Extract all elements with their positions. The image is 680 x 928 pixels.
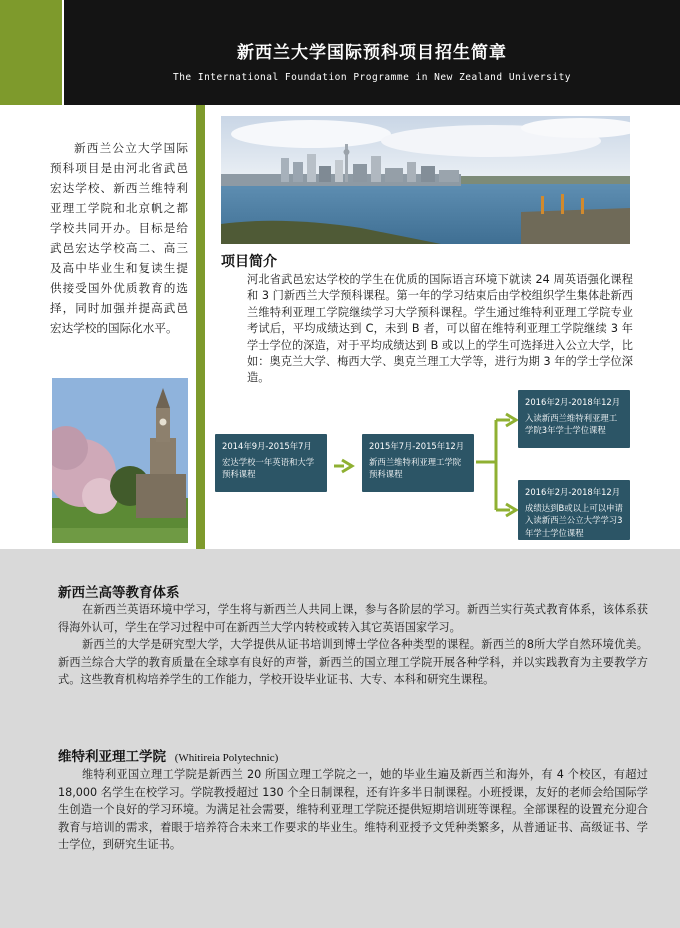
flow-step-1-desc: 宏达学校一年英语和大学预科课程 bbox=[222, 456, 315, 479]
flow-step-2-date: 2015年7月-2015年12月 bbox=[369, 441, 465, 451]
flow-step-3b bbox=[518, 480, 630, 540]
page-subtitle: The International Foundation Programme in New Zealand University bbox=[172, 72, 572, 83]
flow-step-3a-date: 2016年2月-2018年12月 bbox=[525, 397, 621, 407]
whitireia-heading-cn: 维特利亚理工学院 bbox=[58, 749, 166, 765]
nz-education-paragraph-1: 在新西兰英语环境中学习，学生将与新西兰人共同上课，参与各阶层的学习。新西兰实行英式教育体系，该体系获得海外认可，学生在学习过程中可在新西兰大学内转校或转入其它英语国家学习。 bbox=[58, 603, 648, 634]
whitireia-text bbox=[58, 766, 648, 854]
nz-education-text bbox=[58, 601, 648, 689]
page-title: 新西兰大学国际预科项目招生简章 bbox=[237, 43, 507, 63]
flow-step-1 bbox=[215, 434, 327, 492]
flow-step-3a bbox=[518, 390, 630, 448]
whitireia-paragraph: 维特利亚国立理工学院是新西兰 20 所国立理工学院之一，她的毕业生遍及新西兰和海外，有 4 个校区，有超过 18,000 名学生在校学习。学院教授超过 130 个全日制课程，还有许多半日制课程。小班授课，友好的老师会给国际学生创造一个良好的学习环境。为满足社会需要，维特利亚理工学院还提供短期培训班等课程。全部课程的设置充分迎合教育与培训的需求，着眼于培养符合未来工作要求的毕业生。维特利亚授予文凭种类繁多，从普通证书、高级证书、学士学位，到研究生证书。 bbox=[58, 768, 648, 851]
flow-step-3b-date: 2016年2月-2018年12月 bbox=[525, 487, 621, 497]
intro-paragraph: 新西兰公立大学国际预科项目是由河北省武邑宏达学校、新西兰维特利亚理工学院和北京帆之都学校共同开办。目标是给武邑宏达学校高二、高三及高中毕业生和复读生提供接受国外优质教育的选择，同时加强并提高武邑宏达学校的国际化水平。 bbox=[50, 141, 188, 335]
flow-step-3b-desc: 成绩达到B或以上可以申请入读新西兰公立大学学习3年学士学位课程 bbox=[525, 502, 623, 538]
whitireia-heading-en: (Whitireia Polytechnic) bbox=[174, 752, 279, 764]
nz-education-paragraph-2: 新西兰的大学是研究型大学，大学提供从证书培训到博士学位各种类型的课程。新西兰的8所大学自然环境优美。新西兰综合大学的教育质量在全球享有良好的声誉，新西兰的国立理工学院开展各种学科，并以实践教育为主要教学方式。这些教育机构培养学生的工作能力，学校开设毕业证书、大专、本科和研究生课程。 bbox=[58, 638, 648, 686]
flow-step-2 bbox=[362, 434, 474, 492]
flow-step-3a-desc: 入读新西兰维特利亚理工学院3年学士学位课程 bbox=[525, 412, 618, 435]
flow-step-2-desc: 新西兰维特利亚理工学院预科课程 bbox=[369, 456, 462, 479]
flow-step-1-date: 2014年9月-2015年7月 bbox=[222, 441, 312, 451]
whitireia-heading bbox=[58, 745, 278, 765]
project-heading: 项目简介 bbox=[221, 254, 277, 270]
project-paragraph: 河北省武邑宏达学校的学生在优质的国际语言环境下就读 24 周英语强化课程和 3 门新西兰大学预科课程。第一年的学习结束后由学校组织学生集体赴新西兰维特利亚理工学院继续学习大学预科课程。学生通过维特利亚理工学院专业考试后，平均成绩达到 C，未到 B 者，可以留在维特利亚理工学院继续 3 年学士学位的深造，对于平均成绩达到 B 或以上的学生可选择进入公立大学，比如：奥克兰大学、梅西大学、奥克兰理工大学等，进行为期 3 年的学士学位深造。 bbox=[247, 273, 633, 385]
nz-education-heading: 新西兰高等教育体系 bbox=[58, 585, 180, 601]
